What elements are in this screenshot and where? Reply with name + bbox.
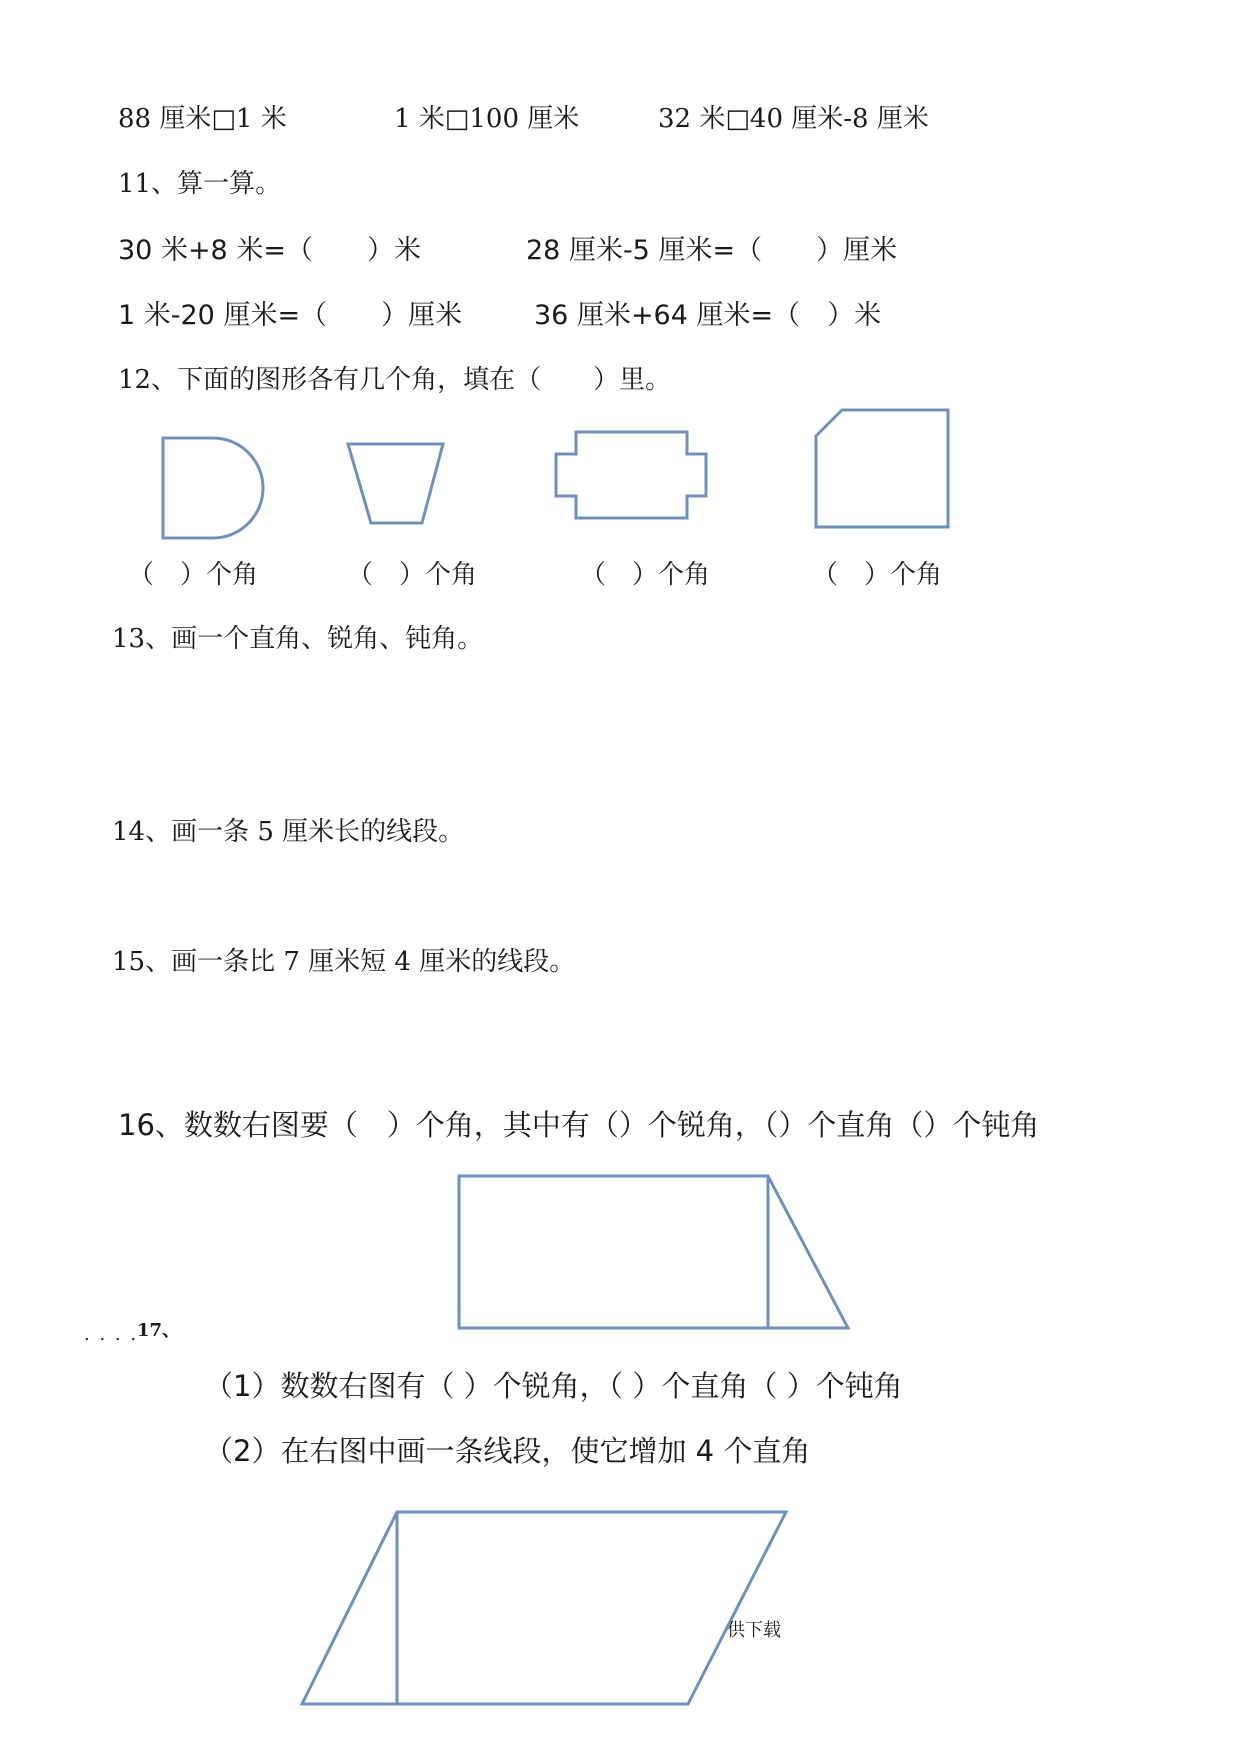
q12-answer-3: （ ）个角	[580, 560, 711, 590]
q11-item-3: 1 米-20 厘米=（ ）厘米	[118, 300, 463, 331]
q17-part-2: （2）在右图中画一条线段，使它增加 4 个直角	[204, 1434, 811, 1468]
q11-item-4: 36 厘米+64 厘米=（ ）米	[534, 300, 882, 331]
q10-item-1: 88 厘米□1 米	[118, 104, 287, 134]
q10-item-3: 32 米□40 厘米-8 厘米	[658, 104, 929, 134]
q14-title: 14、画一条 5 厘米长的线段。	[112, 817, 465, 847]
q16-title: 16、数数右图要（ ）个角，其中有（）个锐角，（）个直角（）个钝角	[118, 1108, 1040, 1142]
watermark-text: 供下载	[727, 1620, 781, 1641]
q11-item-1: 30 米+8 米=（ ）米	[118, 235, 421, 266]
q12-answer-4: （ ）个角	[812, 560, 943, 590]
q12-answer-1: （ ）个角	[128, 560, 259, 590]
q12-title: 12、下面的图形各有几个角，填在（ ）里。	[118, 365, 672, 395]
q13-title: 13、画一个直角、锐角、钝角。	[112, 624, 484, 654]
q11-item-2: 28 厘米-5 厘米=（ ）厘米	[526, 235, 898, 266]
q17-number: 17、	[137, 1320, 181, 1341]
q17-leader-dots: . . . .	[84, 1324, 139, 1345]
q12-answer-2: （ ）个角	[347, 560, 478, 590]
q10-item-2: 1 米□100 厘米	[394, 104, 580, 134]
q15-title: 15、画一条比 7 厘米短 4 厘米的线段。	[112, 947, 576, 977]
q11-title: 11、算一算。	[118, 169, 282, 199]
q17-part-1: （1）数数右图有（ ）个锐角，（ ）个直角（ ）个钝角	[204, 1369, 903, 1403]
